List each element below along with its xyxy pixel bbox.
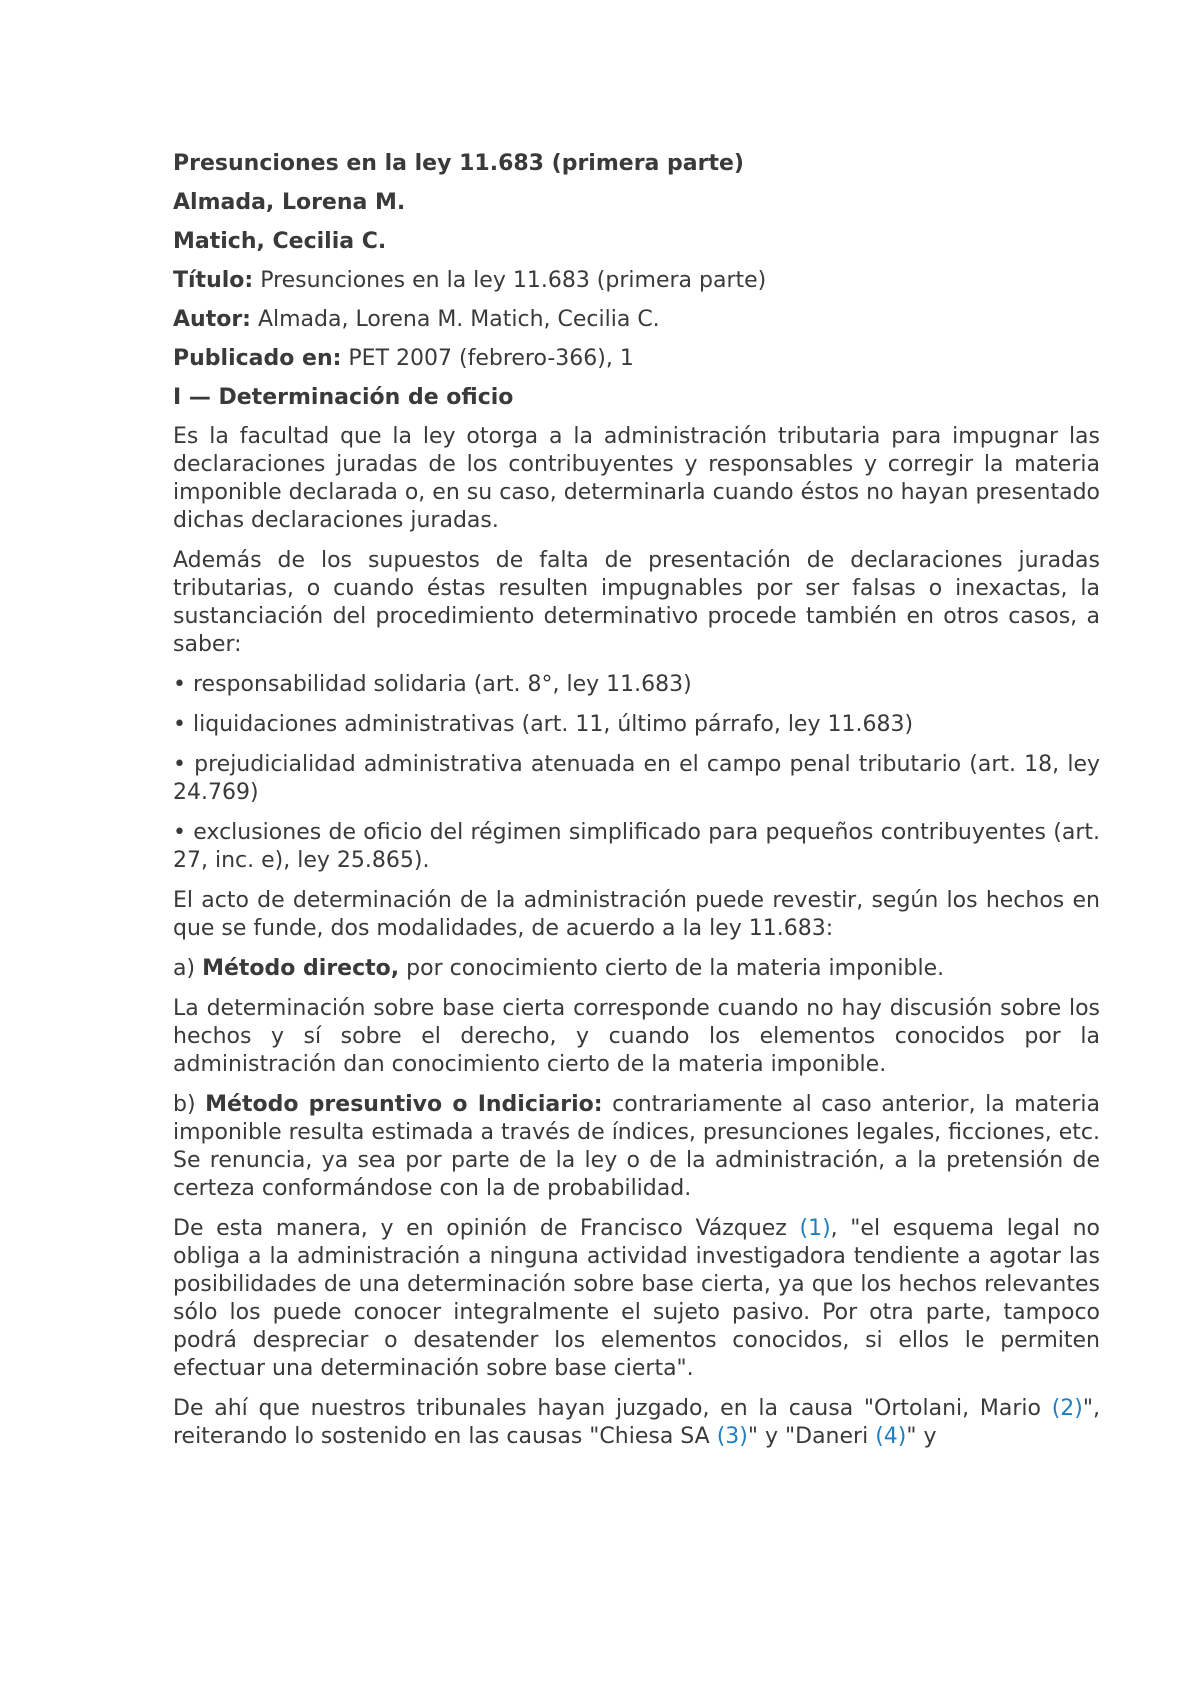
method-b-prefix: b) xyxy=(173,1092,196,1117)
section-heading: I — Determinación de oficio xyxy=(173,385,514,410)
author-2: Matich, Cecilia C. xyxy=(173,229,387,254)
paragraph-6-part-1: De ahí que nuestros tribunales hayan juzgado, en la causa "Ortolani, Mario xyxy=(173,1396,1041,1421)
paragraph-1: Es la facultad que la ley otorga a la administración tributaria para impugnar las declaraciones juradas de los contribuyentes y responsables y corregir la materia imponible declarada o, en su caso, determinarla cuando éstos no hayan presentado dichas declaraciones juradas. xyxy=(173,424,1100,533)
paragraph-2: Además de los supuestos de falta de presentación de declaraciones juradas tributarias, o cuando éstas resulten impugnables por ser falsas o inexactas, la sustanciación del procedimiento determinativo procede también en otros casos, a saber: xyxy=(173,548,1100,657)
paragraph-4: La determinación sobre base cierta corresponde cuando no hay discusión sobre los hechos y sí sobre el derecho, y cuando los elementos conocidos por la administración dan conocimiento cierto de la materia imponible. xyxy=(173,996,1100,1077)
paragraph-6-part-4: " y xyxy=(906,1424,937,1449)
bullet-item-4: • exclusiones de oficio del régimen simplificado para pequeños contribuyentes (art. 27, inc. e), ley 25.865). xyxy=(173,820,1100,873)
paragraph-5-after: , "el esquema legal no obliga a la administración a ninguna actividad investigadora tendiente a agotar las posibilidades de una determinación sobre base cierta, ya que los hechos relevantes sólo los puede conocer integralmente el sujeto pasivo. Por otra parte, tampoco podrá despreciar o desatender los elementos conocidos, si ellos le permiten efectuar una determinación sobre base cierta". xyxy=(173,1216,1100,1381)
bullet-item-2: • liquidaciones administrativas (art. 11, último párrafo, ley 11.683) xyxy=(173,712,914,737)
method-b-name: Método presuntivo o Indiciario: xyxy=(205,1092,603,1117)
meta-titulo xyxy=(173,267,1100,295)
paragraph-5-before: De esta manera, y en opinión de Francisco Vázquez xyxy=(173,1216,787,1241)
paragraph-5 xyxy=(173,1215,1100,1383)
paragraph-6 xyxy=(173,1395,1100,1451)
document-page xyxy=(173,150,1100,1463)
method-a-text: por conocimiento cierto de la materia imponible. xyxy=(406,956,945,981)
meta-publicado-value: PET 2007 (febrero-366), 1 xyxy=(348,346,634,371)
footnote-link-1[interactable]: (1) xyxy=(799,1216,831,1241)
document-title: Presunciones en la ley 11.683 (primera parte) xyxy=(173,151,744,176)
bullet-item-1: • responsabilidad solidaria (art. 8°, ley 11.683) xyxy=(173,672,692,697)
meta-titulo-value: Presunciones en la ley 11.683 (primera parte) xyxy=(260,268,767,293)
method-a xyxy=(173,955,1100,983)
method-a-prefix: a) xyxy=(173,956,196,981)
method-b xyxy=(173,1091,1100,1203)
paragraph-3: El acto de determinación de la administración puede revestir, según los hechos en que se funde, dos modalidades, de acuerdo a la ley 11.683: xyxy=(173,888,1100,941)
bullet-item-3: • prejudicialidad administrativa atenuada en el campo penal tributario (art. 18, ley 24.769) xyxy=(173,752,1100,805)
paragraph-6-part-2: ", reiterando lo sostenido en las causas "Chiesa SA xyxy=(173,1396,1101,1449)
meta-publicado-label: Publicado en: xyxy=(173,346,342,371)
footnote-link-3[interactable]: (3) xyxy=(716,1424,748,1449)
footnote-link-4[interactable]: (4) xyxy=(875,1424,907,1449)
method-b-text: contrariamente al caso anterior, la materia imponible resulta estimada a través de índices, presunciones legales, ficciones, etc. Se renuncia, ya sea por parte de la ley o de la administración, a la pretensión de certeza conformándose con la de probabilidad. xyxy=(173,1092,1101,1201)
meta-autor-value: Almada, Lorena M. Matich, Cecilia C. xyxy=(257,307,660,332)
paragraph-6-part-3: " y "Daneri xyxy=(747,1424,869,1449)
method-a-name: Método directo, xyxy=(202,956,400,981)
meta-autor-label: Autor: xyxy=(173,307,251,332)
meta-publicado xyxy=(173,345,1100,373)
meta-titulo-label: Título: xyxy=(173,268,254,293)
footnote-link-2[interactable]: (2) xyxy=(1051,1396,1083,1421)
meta-autor xyxy=(173,306,1100,334)
author-1: Almada, Lorena M. xyxy=(173,190,406,215)
